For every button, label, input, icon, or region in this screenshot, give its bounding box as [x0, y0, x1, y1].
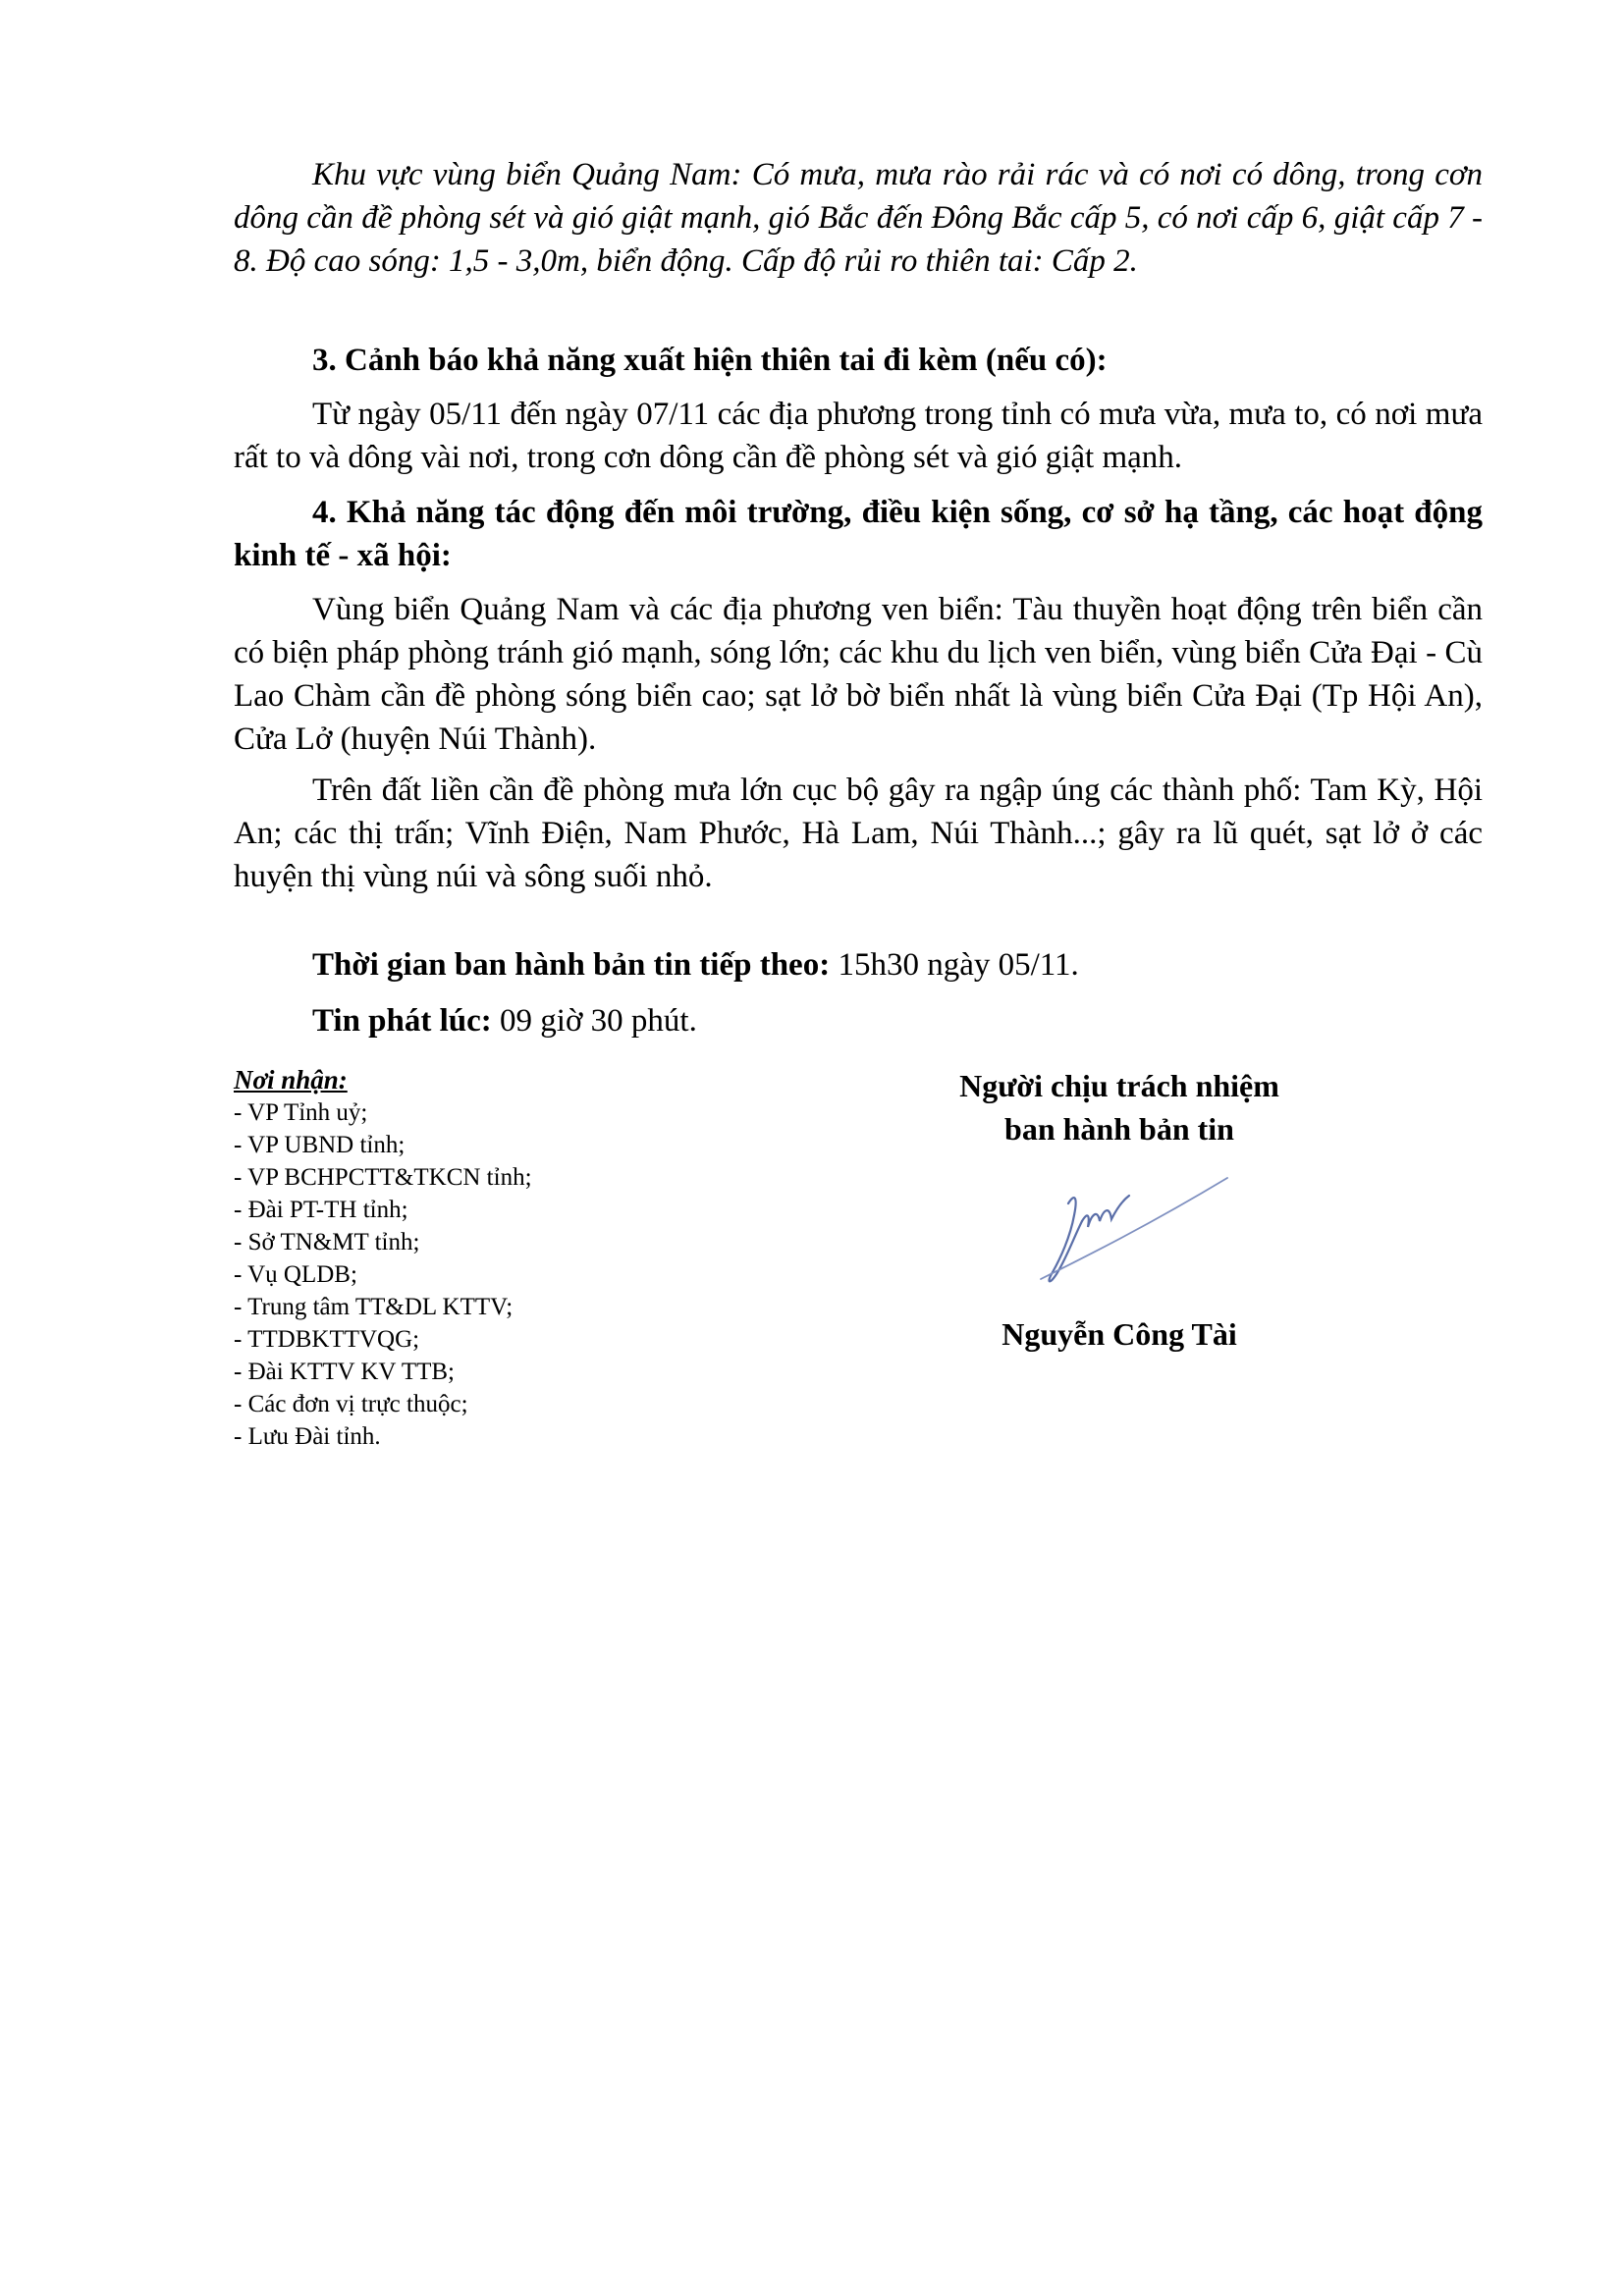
section-4-body-2: Trên đất liền cần đề phòng mưa lớn cục bộ gây ra ngập úng các thành phố: Tam Kỳ, Hội An; các thị trấn; Vĩnh Điện, Nam Phước, Hà Lam, Núi Thành...; gây ra lũ quét, sạt lở ở các huyện thị vùng núi và sông suối nhỏ. [234, 773, 1483, 894]
section-4-heading: 4. Khả năng tác động đến môi trường, điều kiện sống, cơ sở hạ tầng, các hoạt động kinh tế - xã hội: [234, 495, 1483, 573]
signer-name: Nguyễn Công Tài [1001, 1316, 1237, 1352]
section-4 [234, 491, 1483, 577]
recipient-item: - TTDBKTTVQG; [234, 1326, 420, 1353]
signature-title-line-1: Người chịu trách nhiệm [959, 1068, 1279, 1103]
sea-area-paragraph: Khu vực vùng biển Quảng Nam: Có mưa, mưa rào rải rác và có nơi có dông, trong cơn dông cần đề phòng sét và gió giật mạnh, gió Bắc đến Đông Bắc cấp 5, có nơi cấp 6, giật cấp 7 - 8. Độ cao sóng: 1,5 - 3,0m, biển động. Cấp độ rủi ro thiên tai: Cấp 2. [234, 157, 1483, 279]
issued-at-label: Tin phát lúc: [312, 1003, 492, 1039]
handwritten-signature [1031, 1156, 1247, 1304]
next-issue-line [234, 943, 1483, 987]
signature-title-line-2: ban hành bản tin [1004, 1111, 1234, 1147]
issued-at-value: 09 giờ 30 phút. [491, 1003, 697, 1039]
recipient-item: - Vụ QLDB; [234, 1261, 357, 1288]
issued-at-line [234, 999, 1483, 1042]
recipient-item: - Các đơn vị trực thuộc; [234, 1391, 468, 1417]
next-issue-value: 15h30 ngày 05/11. [830, 947, 1079, 983]
section-4-body-1-block [234, 588, 1483, 761]
recipient-item: - Đài KTTV KV TTB; [234, 1359, 455, 1385]
recipient-item: - Đài PT-TH tỉnh; [234, 1197, 408, 1223]
section-4-body-2-block [234, 769, 1483, 898]
recipient-item: - VP UBND tỉnh; [234, 1132, 406, 1158]
recipient-item: - VP Tỉnh uỷ; [234, 1099, 368, 1126]
recipients-list [234, 1064, 744, 1453]
recipient-item: - VP BCHPCTT&TKCN tỉnh; [234, 1164, 532, 1191]
section-4-body-1: Vùng biển Quảng Nam và các địa phương ven biển: Tàu thuyền hoạt động trên biển cần có biện pháp phòng tránh gió mạnh, sóng lớn; các khu du lịch ven biển, vùng biển Cửa Đại - Cù Lao Chàm cần đề phòng sóng biển cao; sạt lở bờ biển nhất là vùng biển Cửa Đại (Tp Hội An), Cửa Lở (huyện Núi Thành). [234, 592, 1483, 757]
recipient-item: - Sở TN&MT tỉnh; [234, 1229, 420, 1255]
signature-block [884, 1064, 1355, 1150]
section-3 [234, 339, 1483, 382]
section-3-body-block [234, 393, 1483, 479]
section-3-body: Từ ngày 05/11 đến ngày 07/11 các địa phương trong tỉnh có mưa vừa, mưa to, có nơi mưa rất to và dông vài nơi, trong cơn dông cần đề phòng sét và gió giật mạnh. [234, 397, 1483, 475]
recipients-title: Nơi nhận: [234, 1065, 348, 1095]
sea-area-block [234, 153, 1483, 283]
next-issue-label: Thời gian ban hành bản tin tiếp theo: [312, 947, 831, 983]
recipient-item: - Lưu Đài tỉnh. [234, 1423, 381, 1450]
section-3-heading: 3. Cảnh báo khả năng xuất hiện thiên tai đi kèm (nếu có): [312, 343, 1108, 378]
recipient-item: - Trung tâm TT&DL KTTV; [234, 1294, 514, 1320]
